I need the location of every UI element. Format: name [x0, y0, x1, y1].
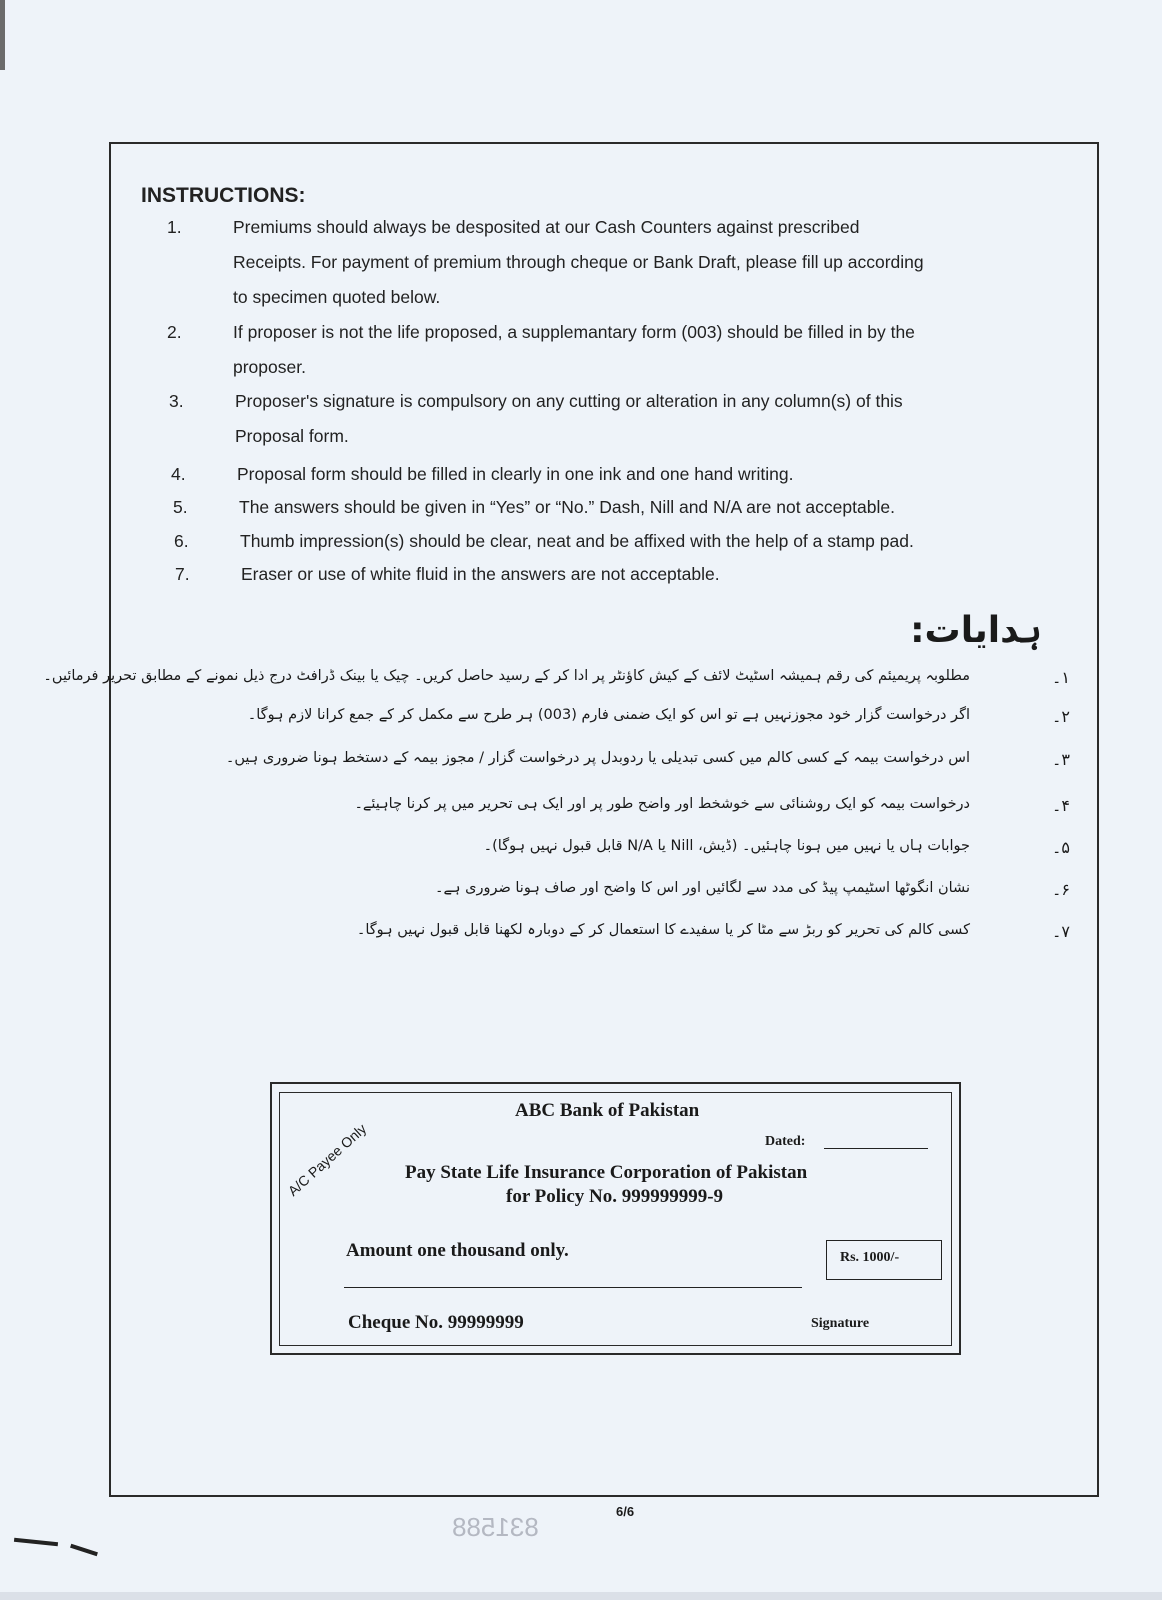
- instruction-line: Proposer's signature is compulsory on any cutting or alteration in any column(s) of this: [235, 391, 903, 411]
- urdu-number: ۱۔: [1052, 668, 1070, 687]
- urdu-text: جوابات ہاں یا نہیں میں ہونا چاہئیں۔ (ڈیش، Nill یا N/A قابل قبول نہیں ہوگا)۔: [483, 838, 970, 854]
- instruction-number: 3.: [169, 391, 184, 411]
- urdu-number: ۵۔: [1052, 838, 1070, 857]
- urdu-item: [140, 707, 1070, 741]
- urdu-text: اس درخواست بیمہ کے کسی کالم میں کسی تبدیلی یا ردوبدل پر درخواست گزار / مجوز بیمہ کے دستخط ہونا ضروری ہیں۔: [225, 750, 970, 766]
- instruction-line: to specimen quoted below.: [233, 287, 441, 307]
- urdu-item: [140, 796, 1070, 830]
- instruction-line: Premiums should always be desposited at our Cash Counters against prescribed: [233, 217, 860, 237]
- cheque-amount-figure: Rs. 1000/-: [840, 1250, 900, 1265]
- urdu-item: [43, 668, 1070, 702]
- instructions-title: INSTRUCTIONS:: [141, 184, 306, 207]
- instruction-line: proposer.: [233, 357, 306, 377]
- urdu-text: درخواست بیمہ کو ایک روشنائی سے خوشخط اور واضح طور پر اور ایک ہی تحریر میں پر کرنا چاہیئے۔: [354, 796, 970, 812]
- urdu-number: ۶۔: [1052, 880, 1070, 899]
- instruction-number: 6.: [174, 531, 189, 551]
- instruction-item: [167, 210, 1067, 315]
- instruction-item: [167, 315, 1067, 385]
- cheque-dated-label: Dated:: [765, 1134, 806, 1149]
- instruction-line: Eraser or use of white fluid in the answers are not acceptable.: [241, 564, 720, 584]
- urdu-text: مطلوبہ پریمیئم کی رقم ہمیشہ اسٹیٹ لائف کے کیش کاؤنٹر پر ادا کر کے رسید حاصل کریں۔ چیک یا بینک ڈرافٹ درج ذیل نمونے کے مطابق تحریر فرمائیں۔: [43, 668, 970, 684]
- instruction-line: Receipts. For payment of premium through cheque or Bank Draft, please fill up according: [233, 252, 924, 272]
- urdu-number: ۷۔: [1052, 922, 1070, 941]
- urdu-number: ۳۔: [1052, 750, 1070, 769]
- cheque-specimen: [279, 1092, 952, 1346]
- pen-mark: [70, 1544, 98, 1556]
- urdu-item: [140, 880, 1070, 914]
- instruction-number: 1.: [167, 217, 182, 237]
- cheque-bank-name: ABC Bank of Pakistan: [515, 1100, 700, 1121]
- urdu-text: نشان انگوٹھا اسٹیمپ پیڈ کی مدد سے لگائیں اور اس کا واضح اور صاف ہونا ضروری ہے۔: [435, 880, 970, 896]
- pen-mark: [14, 1538, 58, 1547]
- urdu-item: [140, 922, 1070, 956]
- cheque-payee-line: Pay State Life Insurance Corporation of Pakistan: [405, 1162, 808, 1183]
- instruction-item: [171, 457, 1071, 492]
- cheque-amount-line: [344, 1287, 802, 1288]
- urdu-number: ۲۔: [1052, 707, 1070, 726]
- cheque-crossing: A/C Payee Only: [284, 1120, 370, 1199]
- scan-edge: [0, 0, 5, 70]
- instruction-number: 7.: [175, 564, 190, 584]
- scan-edge: [0, 1592, 1162, 1600]
- cheque-signature-label: Signature: [811, 1316, 870, 1331]
- instruction-line: Proposal form should be filled in clearly in one ink and one hand writing.: [237, 464, 794, 484]
- instruction-number: 5.: [173, 497, 188, 517]
- instruction-number: 4.: [171, 464, 186, 484]
- instruction-line: The answers should be given in “Yes” or “No.” Dash, Nill and N/A are not acceptable.: [239, 497, 895, 517]
- cheque-dated-line: [824, 1148, 928, 1149]
- cheque-number: Cheque No. 99999999: [348, 1312, 524, 1333]
- urdu-text: کسی کالم کی تحریر کو ربڑ سے مٹا کر یا سفیدے کا استعمال کر کے دوبارہ لکھنا قابل قبول نہیں ہوگا۔: [356, 922, 970, 938]
- urdu-number: ۴۔: [1052, 796, 1070, 815]
- page-number: 6/6: [616, 1504, 635, 1519]
- instruction-line: Thumb impression(s) should be clear, neat and be affixed with the help of a stamp pad.: [240, 531, 914, 551]
- urdu-item: [140, 838, 1070, 872]
- instruction-item: [173, 490, 1073, 525]
- faded-stamp: 831588: [452, 1512, 539, 1542]
- urdu-text: اگر درخواست گزار خود مجوزنہیں ہے تو اس کو ایک ضمنی فارم (003) ہر طرح سے مکمل کر کے جمع کرانا لازم ہوگا۔: [247, 707, 970, 723]
- cheque-policy-line: for Policy No. 999999999-9: [506, 1186, 724, 1207]
- instruction-item: [169, 384, 1069, 454]
- urdu-instructions-title: ہدایات:: [910, 610, 1042, 651]
- instruction-item: [174, 524, 1074, 559]
- cheque-amount-words: Amount one thousand only.: [346, 1240, 569, 1261]
- instruction-number: 2.: [167, 322, 182, 342]
- instruction-item: [175, 557, 1075, 592]
- urdu-item: [140, 750, 1070, 784]
- instruction-line: Proposal form.: [235, 426, 349, 446]
- instruction-line: If proposer is not the life proposed, a supplemantary form (003) should be filled in by the: [233, 322, 915, 342]
